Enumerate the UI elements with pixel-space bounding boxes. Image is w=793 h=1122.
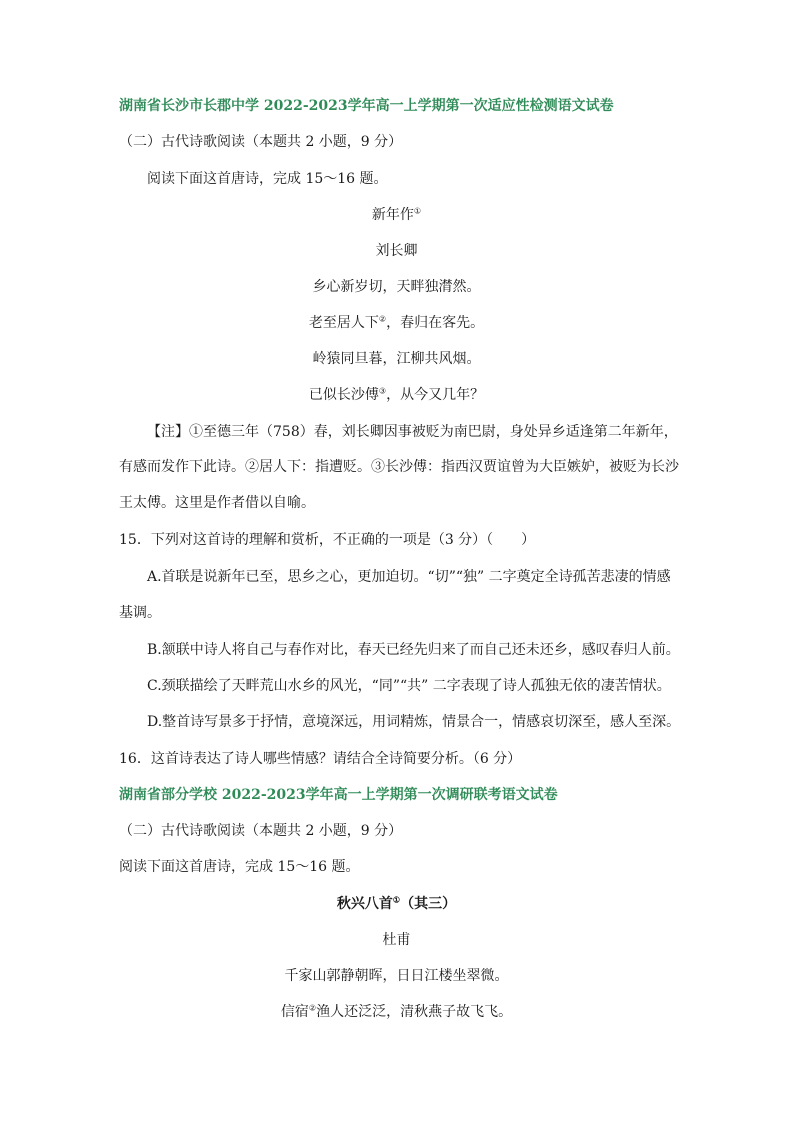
option-c: C.颈联描绘了天畔荒山水乡的风光，“同”“共” 二字表现了诗人孤独无依的凄苦情状。 (147, 678, 671, 694)
footnote-marker: ① (392, 894, 401, 905)
option-a-continued: 基调。 (119, 605, 161, 621)
section-title-2: （二）古代诗歌阅读（本题共 2 小题，9 分） (119, 823, 403, 839)
footnote-marker: ③ (378, 386, 387, 396)
reading-instruction-2: 阅读下面这首唐诗，完成 15～16 题。 (119, 859, 360, 875)
poem-line: 岭猿同旦暮，江柳共风烟。 (312, 351, 481, 367)
question-16: 16．这首诗表达了诗人哪些情感？请结合全诗简要分析。（6 分） (119, 751, 522, 767)
option-b: B.颔联中诗人将自己与春作对比，春天已经先归来了而自己还未还乡，感叹春归人前。 (147, 642, 680, 658)
footnote-marker: ① (413, 206, 422, 216)
poem-title-1: 新年作① (371, 206, 422, 223)
poem-line: 老至居人下②，春归在客先。 (308, 314, 485, 331)
poem-title-2: 秋兴八首①（其三） (336, 894, 457, 912)
poem-line: 信宿②渔人还泛泛，清秋燕子故飞飞。 (280, 1003, 513, 1020)
footnote-marker: ② (378, 314, 387, 324)
poem-line: 乡心新岁切，天畔独潸然。 (312, 279, 481, 295)
footnote-marker: ② (308, 1003, 317, 1013)
reading-instruction-1: 阅读下面这首唐诗，完成 15～16 题。 (147, 171, 388, 187)
annotation-line: 【注】①至德三年（758）春，刘长卿因事被贬为南巴尉，身处异乡适逢第二年新年， (147, 424, 678, 440)
annotation-line: 有感而发作下此诗。②居人下：指遭贬。③长沙傅：指西汉贾谊曾为大臣嫉妒，被贬为长沙 (119, 459, 679, 475)
option-a: A.首联是说新年已至，思乡之心，更加迫切。“切”“独” 二字奠定全诗孤苦悲凄的情感 (147, 569, 671, 585)
poem-author-1: 刘长卿 (375, 243, 418, 259)
poem-author-2: 杜甫 (382, 932, 411, 948)
poem-line: 已似长沙傅③，从今又几年？ (308, 386, 485, 403)
annotation-line: 王太傅。这里是作者借以自喻。 (119, 495, 315, 511)
exam-heading-2: 湖南省部分学校 2022-2023学年高一上学期第一次调研联考语文试卷 (119, 787, 558, 803)
poem-line: 千家山郭静朝晖，日日江楼坐翠微。 (284, 968, 509, 984)
section-title-1: （二）古代诗歌阅读（本题共 2 小题，9 分） (119, 134, 403, 150)
question-15: 15．下列对这首诗的理解和赏析，不正确的一项是（3 分）（ ） (119, 532, 536, 548)
option-d: D.整首诗写景多于抒情，意境深远，用词精炼，情景合一，情感哀切深至，感人至深。 (147, 714, 681, 730)
exam-heading-1: 湖南省长沙市长郡中学 2022-2023学年高一上学期第一次适应性检测语文试卷 (119, 98, 614, 114)
